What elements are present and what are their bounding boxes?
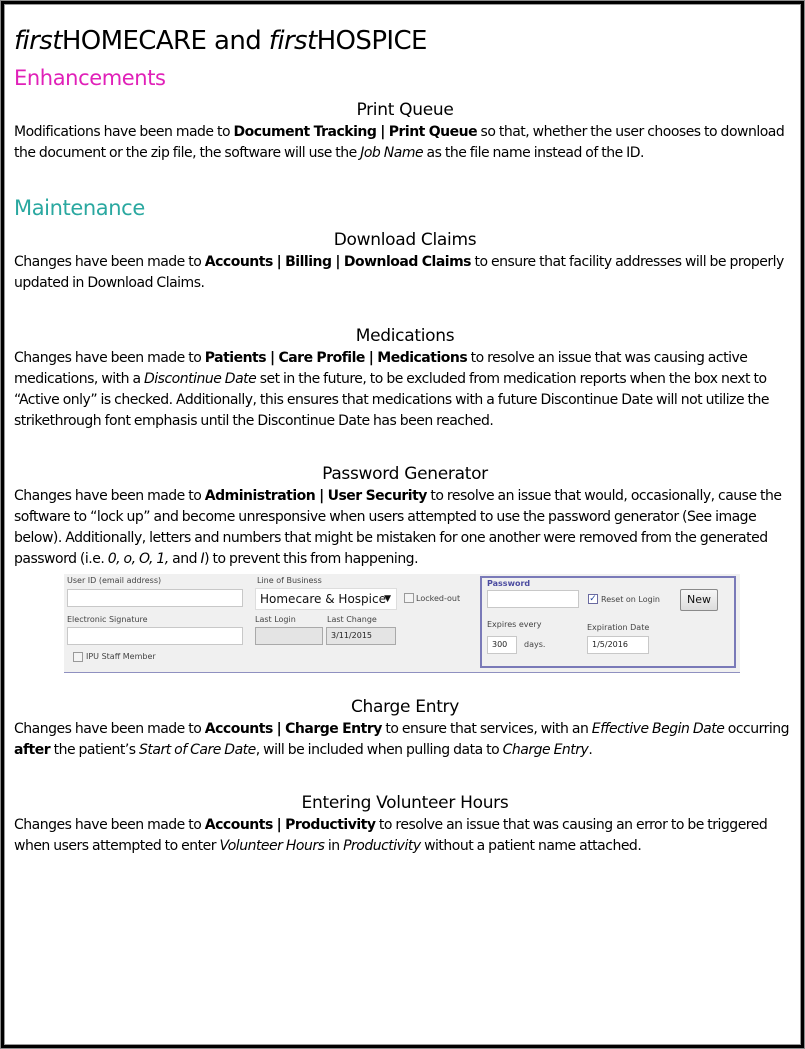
- charge-entry-paragraph: [14, 719, 796, 761]
- password-label: Password: [487, 579, 531, 588]
- field-name: Start of Care Date: [139, 742, 256, 758]
- paragraph-text: Changes have been made to: [14, 488, 205, 504]
- maintenance-heading: Maintenance: [14, 196, 145, 220]
- document-title: [14, 22, 796, 60]
- locked-out-checkbox[interactable]: [404, 593, 414, 603]
- line-of-business-value: Homecare & Hospice: [260, 592, 386, 606]
- paragraph-text: Changes have been made to: [14, 350, 205, 366]
- user-security-screenshot: [64, 574, 740, 673]
- paragraph-text: and: [168, 551, 201, 567]
- paragraph-text: Changes have been made to: [14, 721, 205, 737]
- menu-path: Patients | Care Profile | Medications: [204, 350, 468, 366]
- example-chars: 0, o, O, 1,: [107, 551, 169, 567]
- password-generator-paragraph: [14, 486, 796, 570]
- new-password-button[interactable]: New: [680, 589, 718, 611]
- volunteer-hours-paragraph: [14, 815, 796, 857]
- download-claims-heading: Download Claims: [333, 230, 477, 250]
- menu-path: Administration | User Security: [204, 488, 427, 504]
- menu-path: Accounts | Charge Entry: [204, 721, 382, 737]
- spacer: [14, 673, 796, 695]
- line-of-business-select[interactable]: [255, 588, 397, 610]
- paragraph-text: Changes have been made to: [14, 254, 205, 270]
- field-name: Effective Begin Date: [591, 721, 725, 737]
- paragraph-text: Changes have been made to: [14, 817, 205, 833]
- emphasis: after: [14, 742, 51, 758]
- user-id-input[interactable]: [67, 589, 243, 607]
- medications-paragraph: [14, 348, 796, 432]
- paragraph-text: ) to prevent this from happening.: [204, 551, 419, 567]
- download-claims-paragraph: [14, 252, 796, 294]
- field-name: Job Name: [360, 145, 424, 161]
- example-chars: I: [200, 551, 205, 567]
- field-name: Volunteer Hours: [219, 838, 325, 854]
- paragraph-text: to ensure that facility addresses will be properly updated in Download Claims.: [14, 254, 784, 291]
- locked-out-label: Locked-out: [416, 594, 461, 603]
- ipu-staff-label: IPU Staff Member: [86, 652, 156, 661]
- ipu-staff-checkbox[interactable]: [73, 652, 83, 662]
- paragraph-text: , will be included when pulling data to: [255, 742, 503, 758]
- esig-label: Electronic Signature: [67, 615, 148, 624]
- paragraph-text: to resolve an issue that was causing an error to be triggered when users attempted to enter: [14, 817, 768, 854]
- reset-on-login-checkbox[interactable]: [588, 594, 598, 604]
- paragraph-text: without a patient name attached.: [420, 838, 642, 854]
- title-prefix: first: [14, 26, 62, 56]
- enhancements-heading: Enhancements: [14, 66, 166, 90]
- paragraph-text: occurring: [724, 721, 790, 737]
- title-prefix: first: [268, 26, 317, 56]
- expires-days-input[interactable]: 300: [487, 636, 517, 654]
- paragraph-text: to resolve an issue that would, occasionally, cause the software to “lock up” and become unresponsive when users attempted to use the password generator (See image below). Additionally, letters and numbers that might be mistaken for one another were removed from the generated password (i.e.: [14, 488, 782, 567]
- line-of-business-label: Line of Business: [257, 576, 322, 585]
- chevron-down-icon: ▼: [384, 594, 391, 604]
- expires-every-label: Expires every: [487, 620, 542, 629]
- last-login-field: [255, 627, 323, 645]
- esig-input[interactable]: [67, 627, 243, 645]
- password-generator-heading: Password Generator: [322, 464, 488, 484]
- checkmark-icon: ✓: [589, 594, 597, 604]
- paragraph-text: set in the future, to be excluded from medication reports when the box next to “Active only” is checked. Additionally, this ensures that medications with a future Discontinue Date will not utilize the strikethrough font emphasis until the Discontinue Date has been reached.: [14, 371, 770, 429]
- title-text: HOMECARE and: [61, 26, 269, 56]
- field-name: Discontinue Date: [144, 371, 257, 387]
- menu-path: Accounts | Productivity: [204, 817, 376, 833]
- paragraph-text: the patient’s: [50, 742, 140, 758]
- reset-on-login-label: Reset on Login: [601, 595, 660, 604]
- menu-path: Accounts | Billing | Download Claims: [204, 254, 471, 270]
- password-panel: [480, 576, 736, 668]
- last-change-label: Last Change: [327, 615, 377, 624]
- volunteer-hours-heading: Entering Volunteer Hours: [301, 793, 509, 813]
- paragraph-text: in: [324, 838, 344, 854]
- paragraph-text: as the file name instead of the ID.: [423, 145, 645, 161]
- print-queue-heading: Print Queue: [356, 100, 454, 120]
- menu-path: Document Tracking | Print Queue: [233, 124, 478, 140]
- user-id-label: User ID (email address): [67, 576, 162, 585]
- days-label: days.: [524, 640, 546, 649]
- print-queue-paragraph: [14, 122, 796, 164]
- spacer: [14, 294, 796, 324]
- paragraph-text: .: [588, 742, 593, 758]
- last-change-field: 3/11/2015: [326, 627, 396, 645]
- paragraph-text: to ensure that services, with an: [381, 721, 592, 737]
- field-name: Charge Entry: [502, 742, 589, 758]
- spacer: [14, 432, 796, 462]
- field-name: Productivity: [343, 838, 421, 854]
- spacer: [14, 761, 796, 791]
- release-notes-page: [14, 22, 796, 857]
- last-login-label: Last Login: [255, 615, 296, 624]
- title-text: HOSPICE: [316, 26, 427, 56]
- expiration-date-label: Expiration Date: [587, 623, 650, 632]
- medications-heading: Medications: [355, 326, 455, 346]
- paragraph-text: so that, whether the user chooses to download the document or the zip file, the software will use the: [14, 124, 785, 161]
- paragraph-text: Modifications have been made to: [14, 124, 234, 140]
- expiration-date-input[interactable]: 1/5/2016: [587, 636, 649, 654]
- charge-entry-heading: Charge Entry: [350, 697, 460, 717]
- paragraph-text: to resolve an issue that was causing active medications, with a: [14, 350, 748, 387]
- password-input[interactable]: [487, 590, 579, 608]
